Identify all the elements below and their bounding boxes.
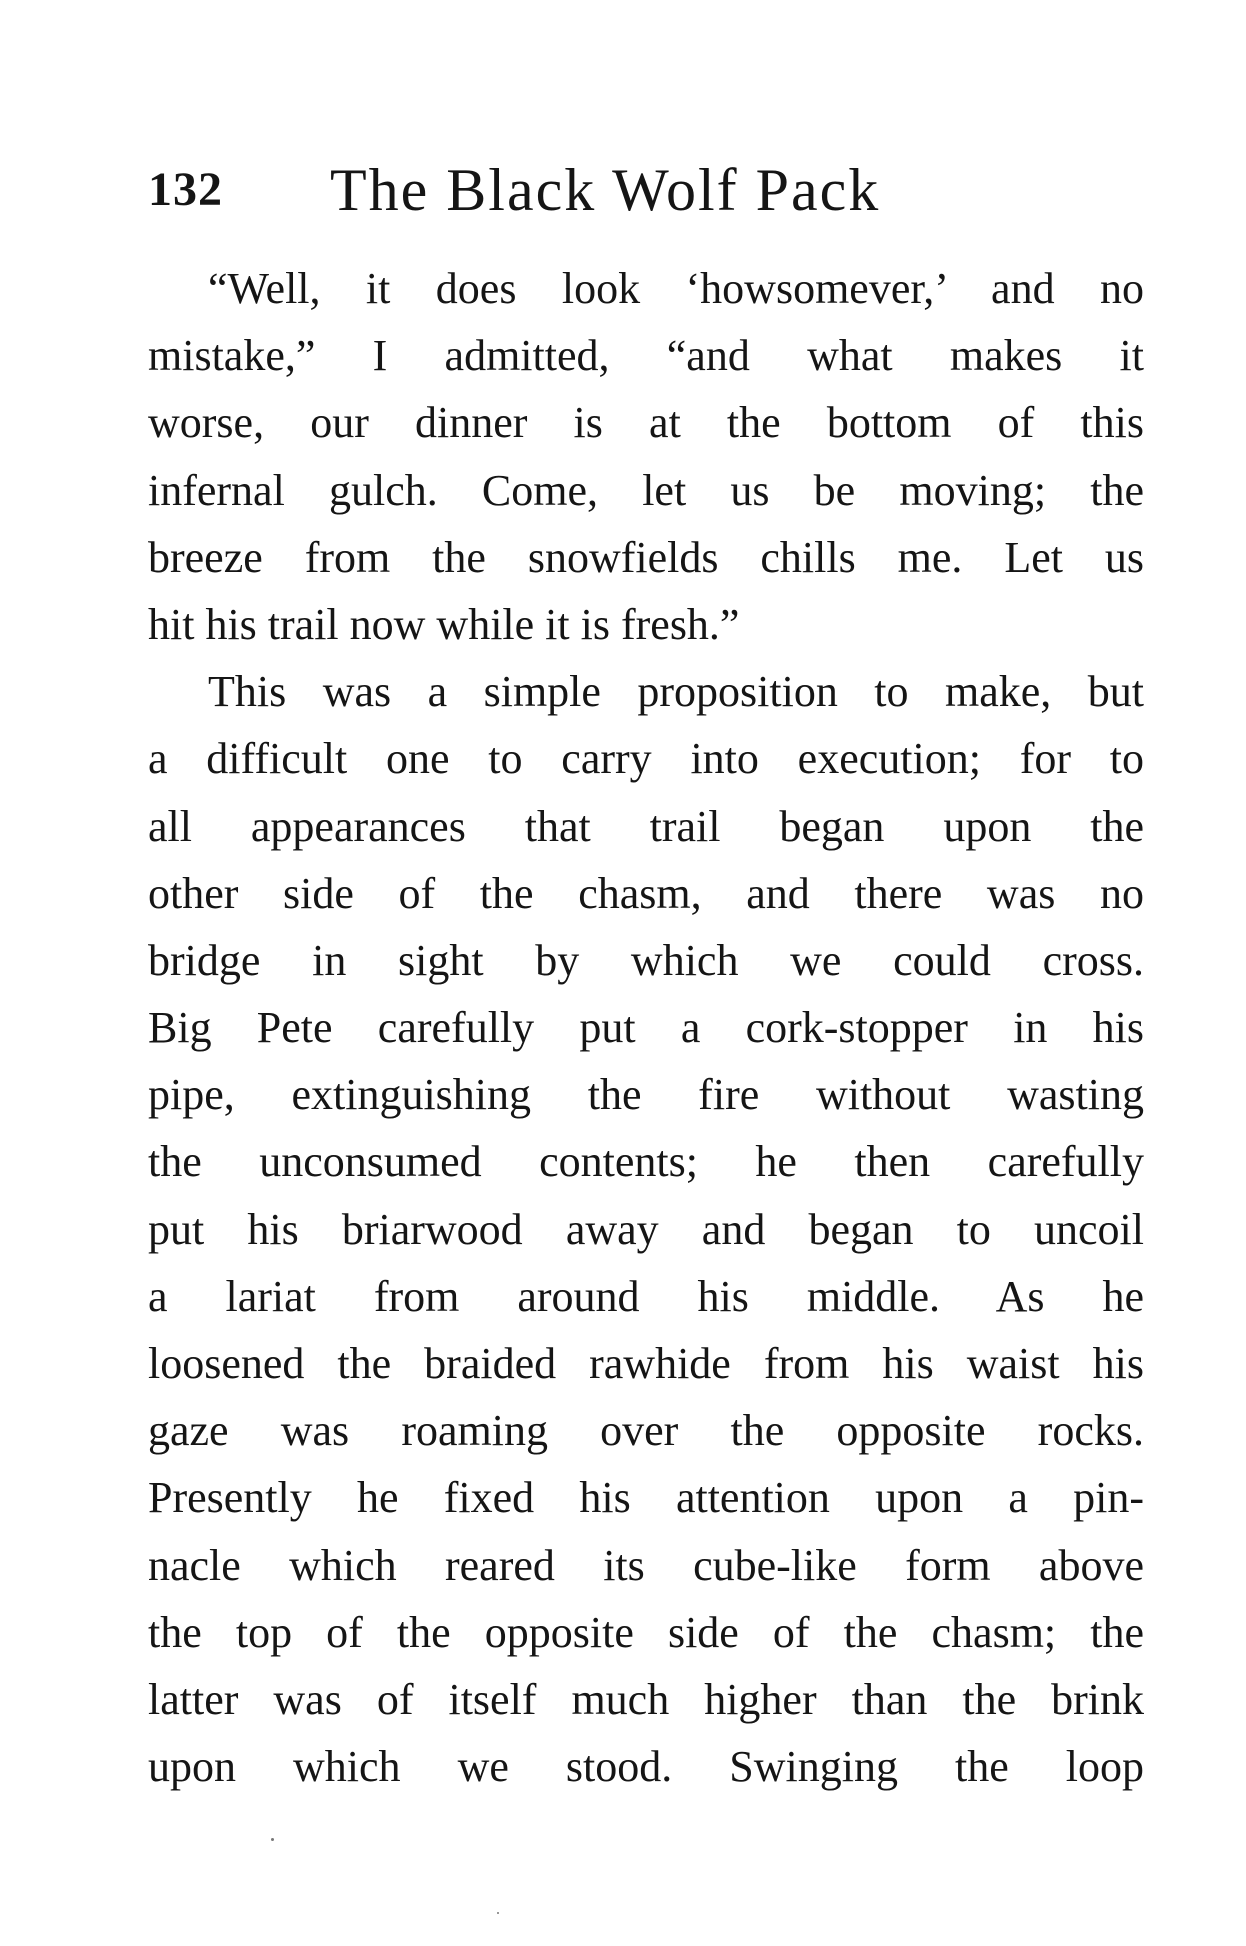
text-line: bridge in sight by which we could cross. [148, 935, 1144, 985]
text-line: a lariat from around his middle. As he [148, 1271, 1144, 1321]
text-line: nacle which reared its cube-like form above [148, 1540, 1144, 1590]
book-title: The Black Wolf Pack [330, 157, 881, 223]
text-line: other side of the chasm, and there was no [148, 868, 1144, 918]
text-line: the top of the opposite side of the chasm; the [148, 1607, 1144, 1657]
text-line: put his briarwood away and began to uncoil [148, 1204, 1144, 1254]
text-line: gaze was roaming over the opposite rocks. [148, 1406, 1144, 1456]
text-line: Big Pete carefully put a cork-stopper in his [148, 1003, 1144, 1053]
text-line: upon which we stood. Swinging the loop [148, 1742, 1144, 1792]
text-line: pipe, extinguishing the fire without wasting [148, 1070, 1144, 1120]
scan-speck [271, 1838, 274, 1841]
page-number: 132 [148, 163, 223, 216]
text-line: Presently he fixed his attention upon a pin- [148, 1473, 1144, 1523]
body-text [148, 255, 1144, 1800]
text-line: the unconsumed contents; he then carefully [148, 1137, 1144, 1187]
text-line: This was a simple proposition to make, but [208, 667, 1144, 717]
text-line: breeze from the snowfields chills me. Let us [148, 532, 1144, 582]
text-line: all appearances that trail began upon the [148, 801, 1144, 851]
running-head [148, 150, 1148, 230]
text-line: mistake,” I admitted, “and what makes it [148, 331, 1144, 381]
text-line: loosened the braided rawhide from his waist his [148, 1339, 1144, 1388]
text-line: “Well, it does look ‘howsomever,’ and no [208, 264, 1144, 313]
text-line: a difficult one to carry into execution; for to [148, 734, 1144, 784]
text-line: infernal gulch. Come, let us be moving; the [148, 465, 1144, 515]
text-line: latter was of itself much higher than the brink [148, 1674, 1144, 1724]
scan-speck [497, 1912, 499, 1914]
text-line: hit his trail now while it is fresh.” [148, 599, 740, 649]
text-line: worse, our dinner is at the bottom of this [148, 398, 1144, 448]
